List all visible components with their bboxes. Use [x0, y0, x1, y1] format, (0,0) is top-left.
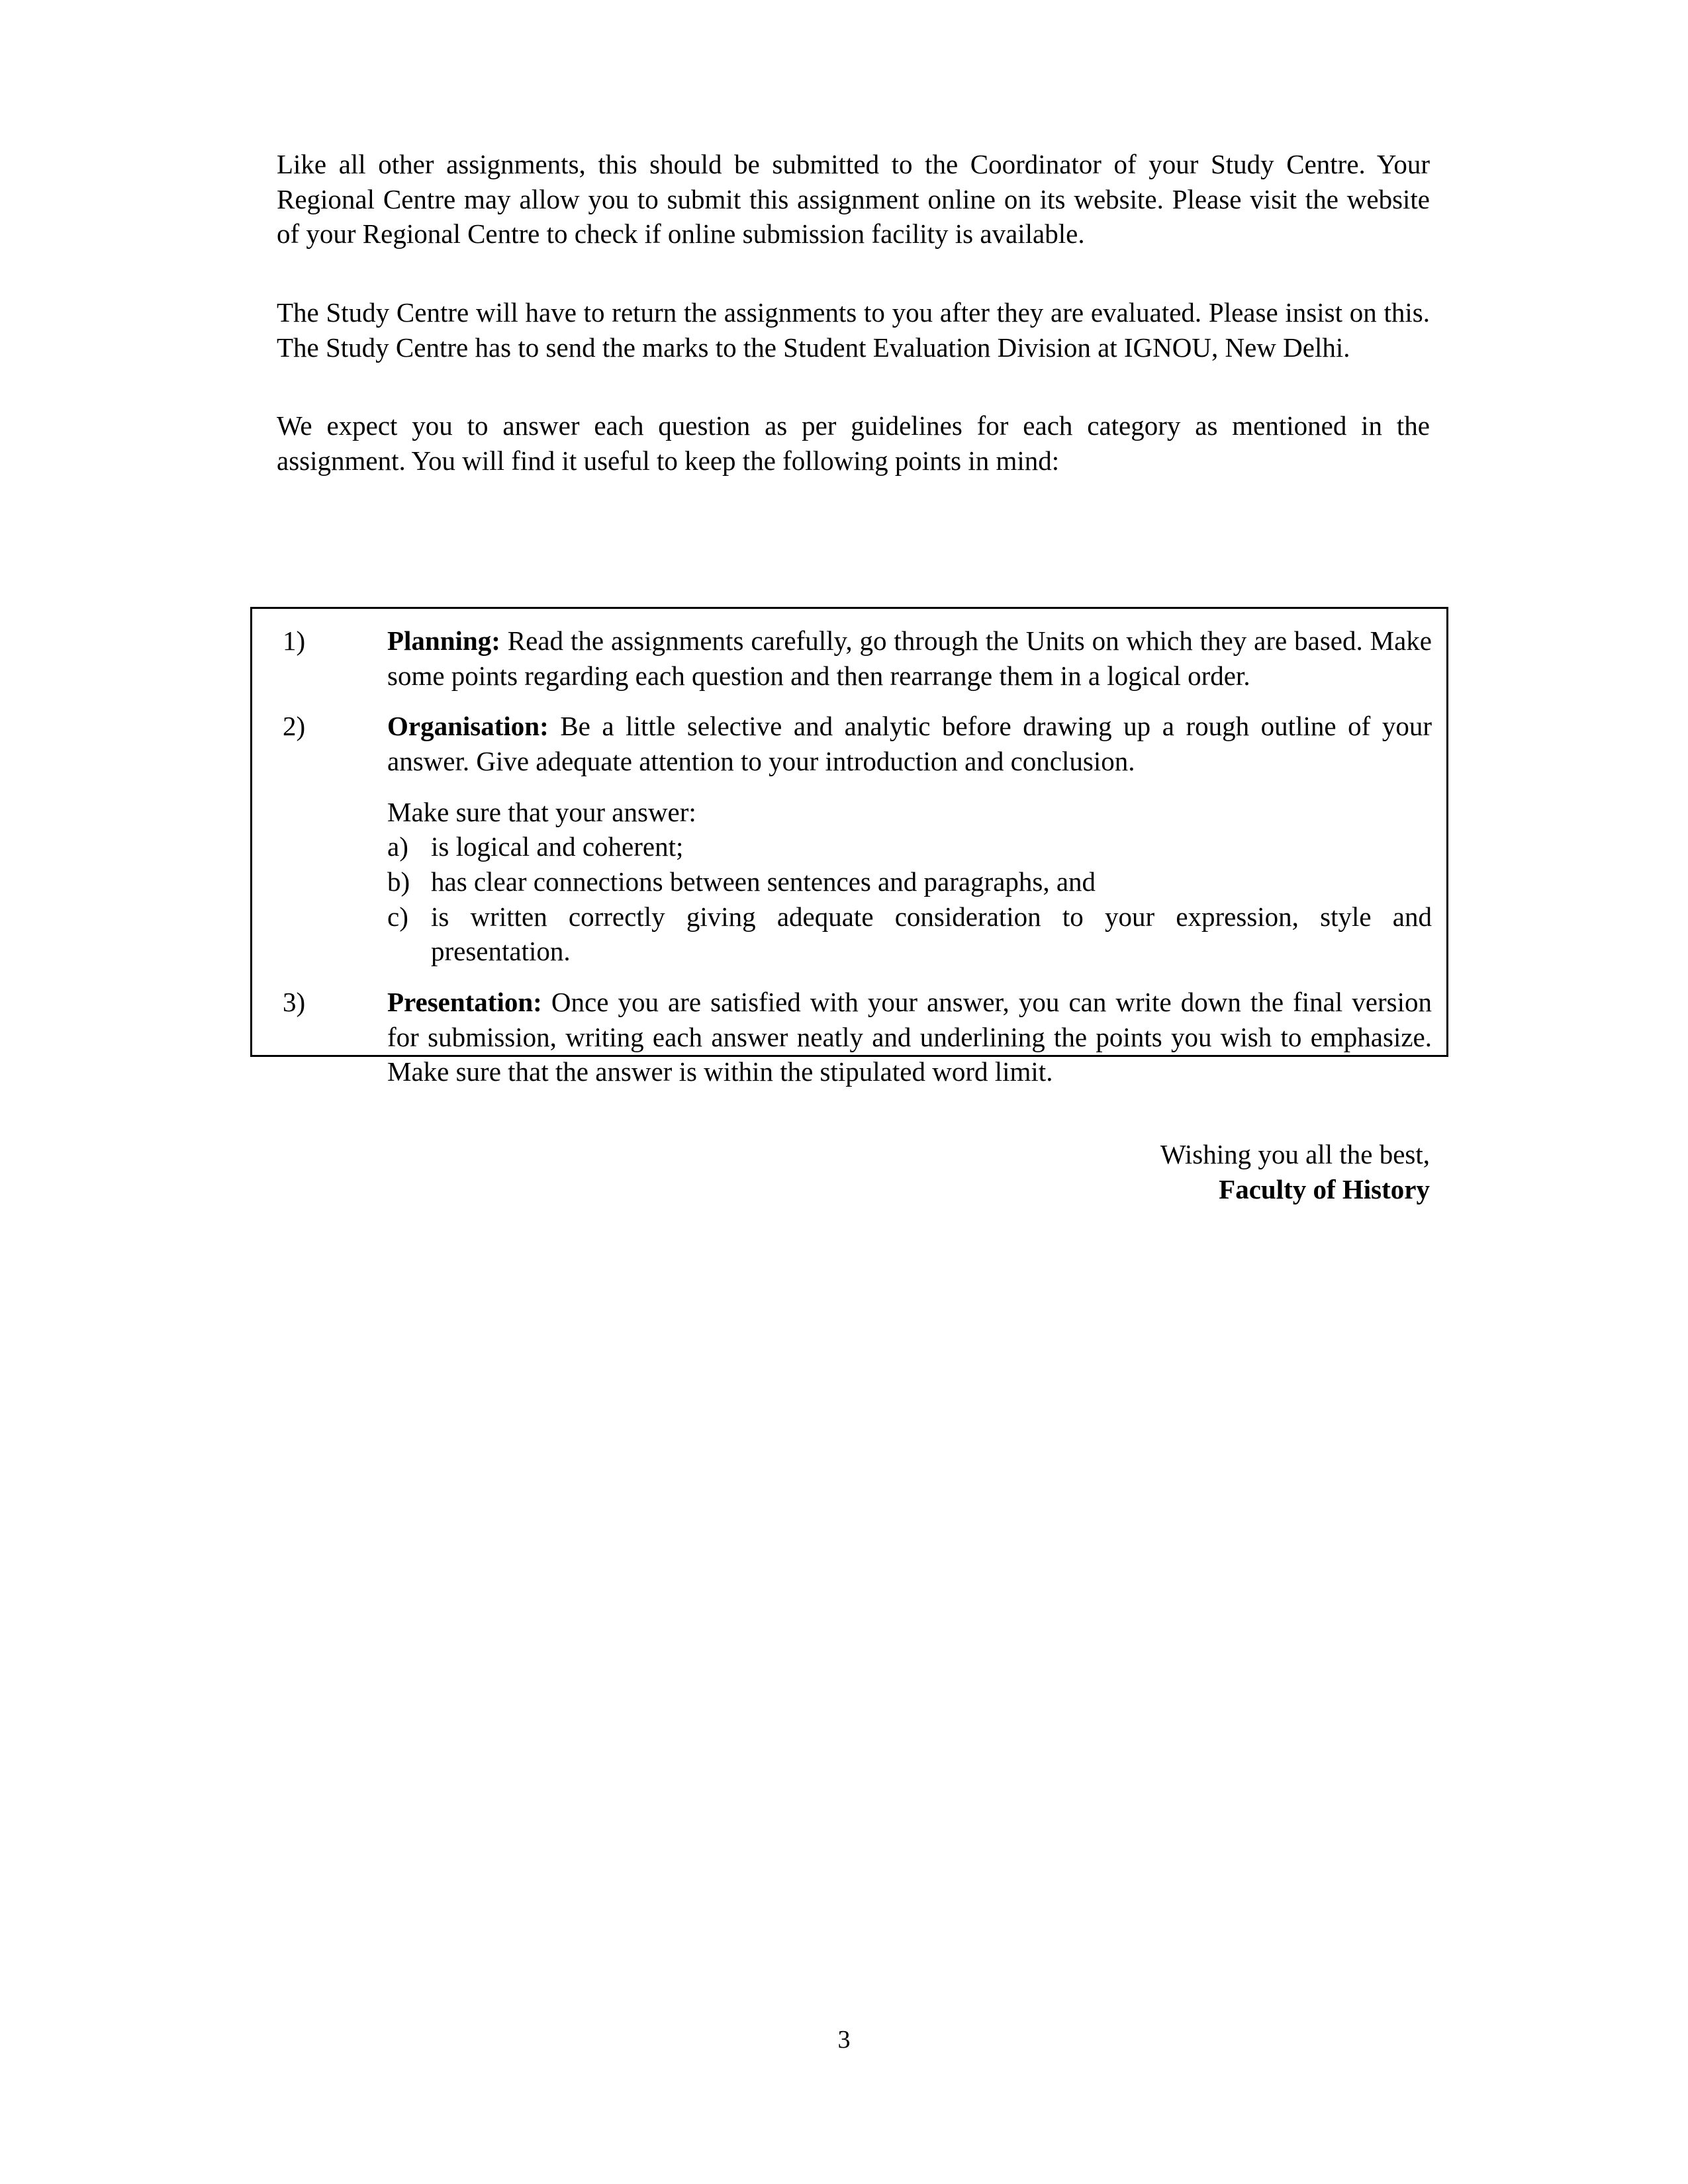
guideline-description: Be a little selective and analytic before drawing up a rough outline of your answer. Give adequate attention to your introduction and conclusion. [387, 711, 1432, 777]
guidelines-box-inner [252, 609, 1446, 1089]
sub-list-item [387, 864, 1432, 899]
paragraph-submission-info: Like all other assignments, this should be submitted to the Coordinator of your Study Centre. Your Regional Centre may allow you to submit this assignment online on its website. Please visit the website of your Regional Centre to check if online submission facility is available. [277, 149, 1430, 250]
guideline-text [387, 985, 1432, 1089]
guideline-item-planning [267, 623, 1432, 693]
sub-list-item [387, 829, 1432, 864]
page-number: 3 [837, 2026, 851, 2054]
sub-list-marker: b) [387, 866, 410, 897]
body-text [277, 147, 1430, 478]
paragraph-answer-guidelines-intro: We expect you to answer each question as per guidelines for each category as mentioned in the assignment. You will find it useful to keep the following points in mind: [277, 410, 1430, 477]
guideline-marker: 2) [283, 711, 306, 742]
guideline-marker: 1) [283, 625, 306, 656]
sub-list-text: is logical and coherent; [431, 831, 684, 862]
signoff-wishes: Wishing you all the best, [1160, 1139, 1430, 1169]
sub-list [387, 829, 1432, 969]
guideline-heading: Planning: [387, 625, 500, 656]
guideline-text [387, 623, 1432, 693]
sub-list-marker: c) [387, 901, 408, 932]
sub-list-item [387, 899, 1432, 969]
guideline-item-presentation [267, 985, 1432, 1089]
guideline-heading: Organisation: [387, 711, 549, 742]
guidelines-box [250, 607, 1448, 1087]
signoff-faculty: Faculty of History [1219, 1174, 1430, 1205]
sub-list-text: is written correctly giving adequate consideration to your expression, style and presentation. [431, 901, 1432, 967]
guideline-description: Once you are satisfied with your answer, you can write down the final version for submission, writing each answer neatly and underlining the points you wish to emphasize. Make sure that the answer is within the stipulated word limit. [387, 987, 1432, 1087]
sub-list-intro: Make sure that your answer: [387, 796, 696, 827]
signoff-block [277, 1137, 1430, 1208]
guideline-item-organisation [267, 709, 1432, 969]
sub-list-text: has clear connections between sentences and paragraphs, and [431, 866, 1096, 897]
guideline-marker: 3) [283, 987, 306, 1018]
paragraph-return-of-assignments: The Study Centre will have to return the assignments to you after they are evaluated. Please insist on this. The Study Centre has to send the marks to the Student Evaluation Division at IGNOU, New Delhi. [277, 297, 1430, 363]
guideline-text [387, 709, 1432, 778]
sub-list-marker: a) [387, 831, 408, 862]
guideline-description: Read the assignments carefully, go through the Units on which they are based. Make some points regarding each question and then rearrange them in a logical order. [387, 625, 1432, 691]
guideline-heading: Presentation: [387, 987, 542, 1018]
